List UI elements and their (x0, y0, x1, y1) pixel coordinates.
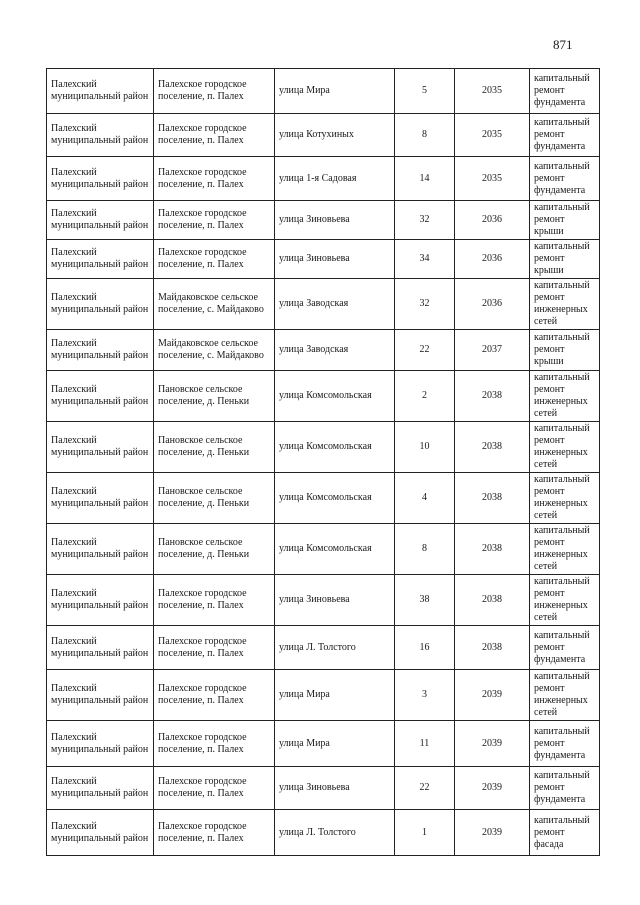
street-cell: улица Комсомольская (275, 371, 395, 422)
settlement-cell: Палехское городское поселение, п. Палех (154, 626, 275, 670)
district-cell: Палехский муниципальный район (47, 575, 154, 626)
settlement-cell: Палехское городское поселение, п. Палех (154, 721, 275, 767)
settlement-cell: Палехское городское поселение, п. Палех (154, 201, 275, 240)
table-body (47, 69, 600, 856)
house-number-cell: 1 (395, 810, 455, 856)
street-cell: улица Комсомольская (275, 422, 395, 473)
district-cell: Палехский муниципальный район (47, 157, 154, 201)
settlement-cell: Майдаковское сельское поселение, с. Майдаково (154, 330, 275, 371)
house-number-cell: 3 (395, 670, 455, 721)
house-number-cell: 32 (395, 279, 455, 330)
table-row (47, 371, 600, 422)
table-row (47, 422, 600, 473)
repair-year-cell: 2036 (455, 201, 530, 240)
house-number-cell: 32 (395, 201, 455, 240)
house-number-cell: 8 (395, 524, 455, 575)
house-number-cell: 2 (395, 371, 455, 422)
repair-year-cell: 2036 (455, 279, 530, 330)
house-number-cell: 34 (395, 240, 455, 279)
street-cell: улица Мира (275, 670, 395, 721)
table-row (47, 157, 600, 201)
table-row (47, 626, 600, 670)
repair-year-cell: 2038 (455, 473, 530, 524)
table-row (47, 524, 600, 575)
street-cell: улица Зиновьева (275, 240, 395, 279)
repair-year-cell: 2038 (455, 575, 530, 626)
district-cell: Палехский муниципальный район (47, 330, 154, 371)
settlement-cell: Пановское сельское поселение, д. Пеньки (154, 473, 275, 524)
page-number: 871 (553, 37, 573, 52)
street-cell: улица Заводская (275, 330, 395, 371)
table-row (47, 240, 600, 279)
table-row (47, 575, 600, 626)
house-number-cell: 38 (395, 575, 455, 626)
table-row (47, 810, 600, 856)
settlement-cell: Палехское городское поселение, п. Палех (154, 670, 275, 721)
street-cell: улица Л. Толстого (275, 810, 395, 856)
repair-year-cell: 2038 (455, 524, 530, 575)
repair-year-cell: 2039 (455, 767, 530, 810)
work-type-cell: капитальный ремонт инженерных сетей (530, 371, 600, 422)
settlement-cell: Палехское городское поселение, п. Палех (154, 810, 275, 856)
work-type-cell: капитальный ремонт инженерных сетей (530, 279, 600, 330)
repair-year-cell: 2035 (455, 69, 530, 114)
repair-year-cell: 2036 (455, 240, 530, 279)
house-number-cell: 22 (395, 767, 455, 810)
street-cell: улица Зиновьева (275, 767, 395, 810)
district-cell: Палехский муниципальный район (47, 524, 154, 575)
repair-year-cell: 2038 (455, 422, 530, 473)
table-row (47, 201, 600, 240)
repair-year-cell: 2035 (455, 114, 530, 157)
repair-year-cell: 2038 (455, 626, 530, 670)
district-cell: Палехский муниципальный район (47, 114, 154, 157)
work-type-cell: капитальный ремонт фундамента (530, 114, 600, 157)
repair-year-cell: 2039 (455, 721, 530, 767)
work-type-cell: капитальный ремонт инженерных сетей (530, 575, 600, 626)
work-type-cell: капитальный ремонт инженерных сетей (530, 473, 600, 524)
settlement-cell: Палехское городское поселение, п. Палех (154, 157, 275, 201)
work-type-cell: капитальный ремонт крыши (530, 330, 600, 371)
table-row (47, 114, 600, 157)
table-row (47, 721, 600, 767)
settlement-cell: Майдаковское сельское поселение, с. Майдаково (154, 279, 275, 330)
work-type-cell: капитальный ремонт фундамента (530, 157, 600, 201)
work-type-cell: капитальный ремонт фундамента (530, 69, 600, 114)
district-cell: Палехский муниципальный район (47, 422, 154, 473)
work-type-cell: капитальный ремонт фундамента (530, 721, 600, 767)
district-cell: Палехский муниципальный район (47, 371, 154, 422)
street-cell: улица Мира (275, 721, 395, 767)
house-number-cell: 5 (395, 69, 455, 114)
district-cell: Палехский муниципальный район (47, 473, 154, 524)
district-cell: Палехский муниципальный район (47, 721, 154, 767)
settlement-cell: Палехское городское поселение, п. Палех (154, 767, 275, 810)
house-number-cell: 14 (395, 157, 455, 201)
table-row (47, 767, 600, 810)
settlement-cell: Палехское городское поселение, п. Палех (154, 114, 275, 157)
street-cell: улица Зиновьева (275, 575, 395, 626)
work-type-cell: капитальный ремонт инженерных сетей (530, 524, 600, 575)
district-cell: Палехский муниципальный район (47, 670, 154, 721)
district-cell: Палехский муниципальный район (47, 626, 154, 670)
district-cell: Палехский муниципальный район (47, 240, 154, 279)
district-cell: Палехский муниципальный район (47, 69, 154, 114)
table-row (47, 473, 600, 524)
table-row (47, 330, 600, 371)
district-cell: Палехский муниципальный район (47, 279, 154, 330)
street-cell: улица Комсомольская (275, 473, 395, 524)
district-cell: Палехский муниципальный район (47, 201, 154, 240)
work-type-cell: капитальный ремонт крыши (530, 240, 600, 279)
house-number-cell: 4 (395, 473, 455, 524)
house-number-cell: 16 (395, 626, 455, 670)
settlement-cell: Пановское сельское поселение, д. Пеньки (154, 524, 275, 575)
work-type-cell: капитальный ремонт фундамента (530, 767, 600, 810)
settlement-cell: Пановское сельское поселение, д. Пеньки (154, 371, 275, 422)
work-type-cell: капитальный ремонт крыши (530, 201, 600, 240)
street-cell: улица Мира (275, 69, 395, 114)
settlement-cell: Пановское сельское поселение, д. Пеньки (154, 422, 275, 473)
repair-year-cell: 2039 (455, 810, 530, 856)
settlement-cell: Палехское городское поселение, п. Палех (154, 240, 275, 279)
street-cell: улица Комсомольская (275, 524, 395, 575)
settlement-cell: Палехское городское поселение, п. Палех (154, 575, 275, 626)
work-type-cell: капитальный ремонт инженерных сетей (530, 670, 600, 721)
street-cell: улица 1-я Садовая (275, 157, 395, 201)
street-cell: улица Котухиных (275, 114, 395, 157)
district-cell: Палехский муниципальный район (47, 810, 154, 856)
repair-year-cell: 2037 (455, 330, 530, 371)
table-row (47, 69, 600, 114)
district-cell: Палехский муниципальный район (47, 767, 154, 810)
street-cell: улица Л. Толстого (275, 626, 395, 670)
street-cell: улица Заводская (275, 279, 395, 330)
house-number-cell: 11 (395, 721, 455, 767)
repair-year-cell: 2038 (455, 371, 530, 422)
repair-year-cell: 2039 (455, 670, 530, 721)
settlement-cell: Палехское городское поселение, п. Палех (154, 69, 275, 114)
repair-year-cell: 2035 (455, 157, 530, 201)
table-row (47, 279, 600, 330)
work-type-cell: капитальный ремонт фасада (530, 810, 600, 856)
house-number-cell: 22 (395, 330, 455, 371)
work-type-cell: капитальный ремонт инженерных сетей (530, 422, 600, 473)
house-number-cell: 8 (395, 114, 455, 157)
work-type-cell: капитальный ремонт фундамента (530, 626, 600, 670)
street-cell: улица Зиновьева (275, 201, 395, 240)
housing-repair-table (46, 68, 600, 856)
table-row (47, 670, 600, 721)
house-number-cell: 10 (395, 422, 455, 473)
